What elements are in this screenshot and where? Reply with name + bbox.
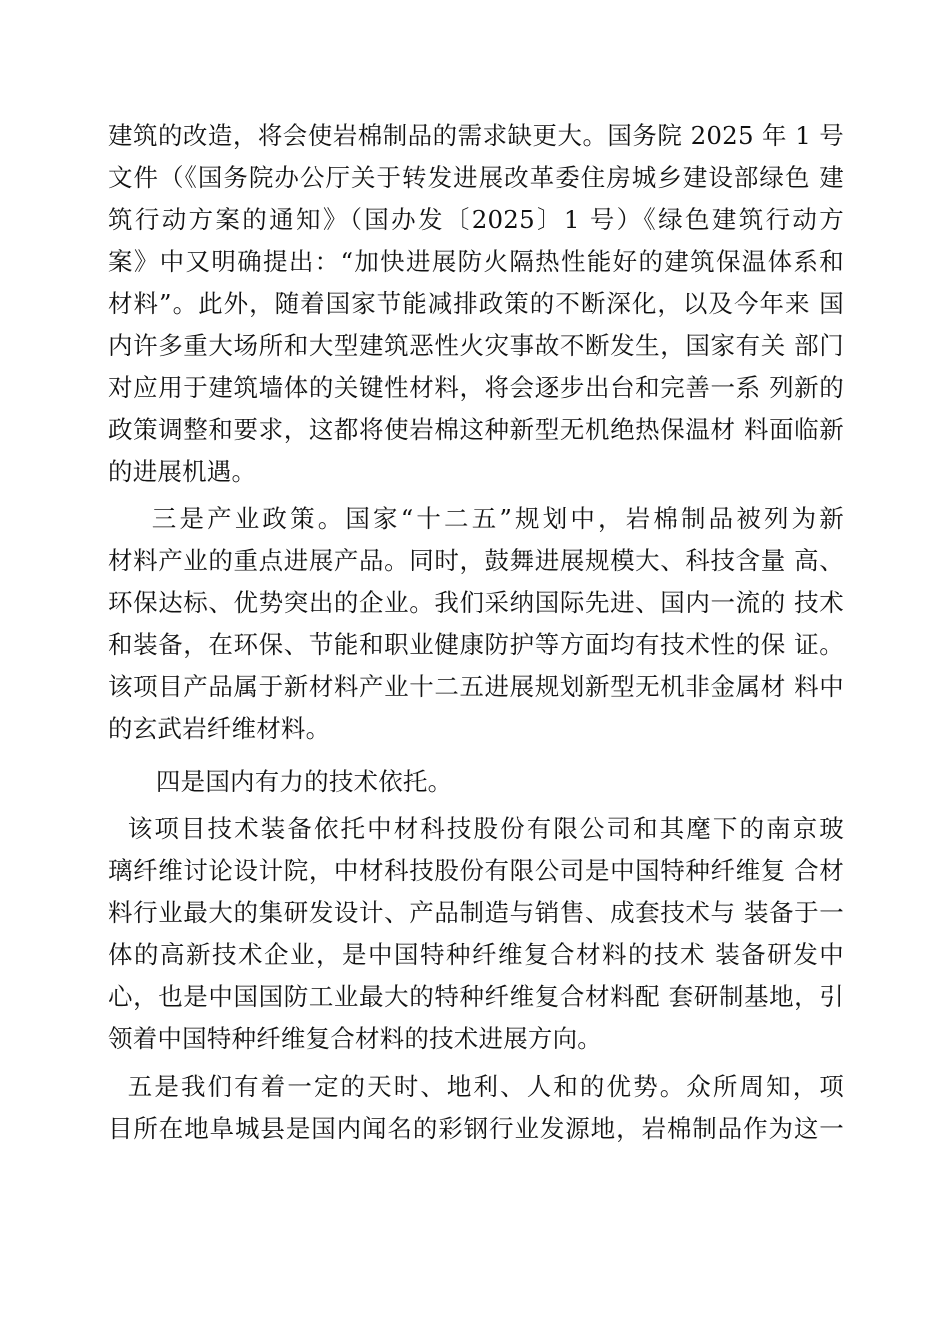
text-line: 和装备，在环保、节能和职业健康防护等方面均有技术性的保 证。 <box>108 630 844 659</box>
text-line: 内许多重大场所和大型建筑恶性火灾事故不断发生，国家有关 部门 <box>108 331 844 360</box>
text-line: 璃纤维讨论设计院，中材科技股份有限公司是中国特种纤维复 合材 <box>108 856 844 885</box>
text-line: 政策调整和要求，这都将使岩棉这种新型无机绝热保温材 料面临新 <box>108 415 844 444</box>
text-line: 五是我们有着一定的天时、地利、人和的优势。众所周知，项 <box>108 1072 844 1101</box>
text-line: 材料”。此外，随着国家节能减排政策的不断深化，以及今年来 国 <box>108 289 844 318</box>
paragraph-4 <box>108 808 844 1060</box>
text-line: 料行业最大的集研发设计、产品制造与销售、成套技术与 装备于一 <box>108 898 844 927</box>
text-line: 该项目产品属于新材料产业十二五进展规划新型无机非金属材 料中 <box>108 672 844 701</box>
paragraph-2 <box>108 498 844 750</box>
text-line: 体的高新技术企业，是中国特种纤维复合材料的技术 装备研发中 <box>108 940 844 969</box>
text-line: 心，也是中国国防工业最大的特种纤维复合材料配 套研制基地，引 <box>108 982 844 1011</box>
text-line: 对应用于建筑墙体的关键性材料，将会逐步出台和完善一系 列新的 <box>108 373 844 402</box>
text-line: 领着中国特种纤维复合材料的技术进展方向。 <box>108 1024 602 1053</box>
text-line: 的进展机遇。 <box>108 457 257 486</box>
text-line: 文件（《国务院办公厅关于转发进展改革委住房城乡建设部绿色 建 <box>108 163 844 192</box>
text-line: 建筑的改造，将会使岩棉制品的需求缺更大。国务院 2025 年 1 号 <box>108 121 844 150</box>
text-line: 四是国内有力的技术依托。 <box>108 767 453 796</box>
text-line: 目所在地阜城县是国内闻名的彩钢行业发源地，岩棉制品作为这一 <box>108 1114 844 1143</box>
text-line: 筑行动方案的通知》（国办发〔2025〕1 号）《绿色建筑行动方 <box>108 205 844 234</box>
paragraph-5 <box>108 1066 844 1150</box>
paragraph-3 <box>108 761 844 803</box>
text-line: 环保达标、优势突出的企业。我们采纳国际先进、国内一流的 技术 <box>108 588 844 617</box>
text-line: 该项目技术装备依托中材科技股份有限公司和其麾下的南京玻 <box>108 814 844 843</box>
text-line: 案》中又明确提出：“加快进展防火隔热性能好的建筑保温体系和 <box>108 247 844 276</box>
text-line: 材料产业的重点进展产品。同时，鼓舞进展规模大、科技含量 高、 <box>108 546 844 575</box>
text-line: 三是产业政策。国家“十二五”规划中，岩棉制品被列为新 <box>108 504 844 533</box>
paragraph-1 <box>108 115 844 493</box>
text-line: 的玄武岩纤维材料。 <box>108 714 331 743</box>
